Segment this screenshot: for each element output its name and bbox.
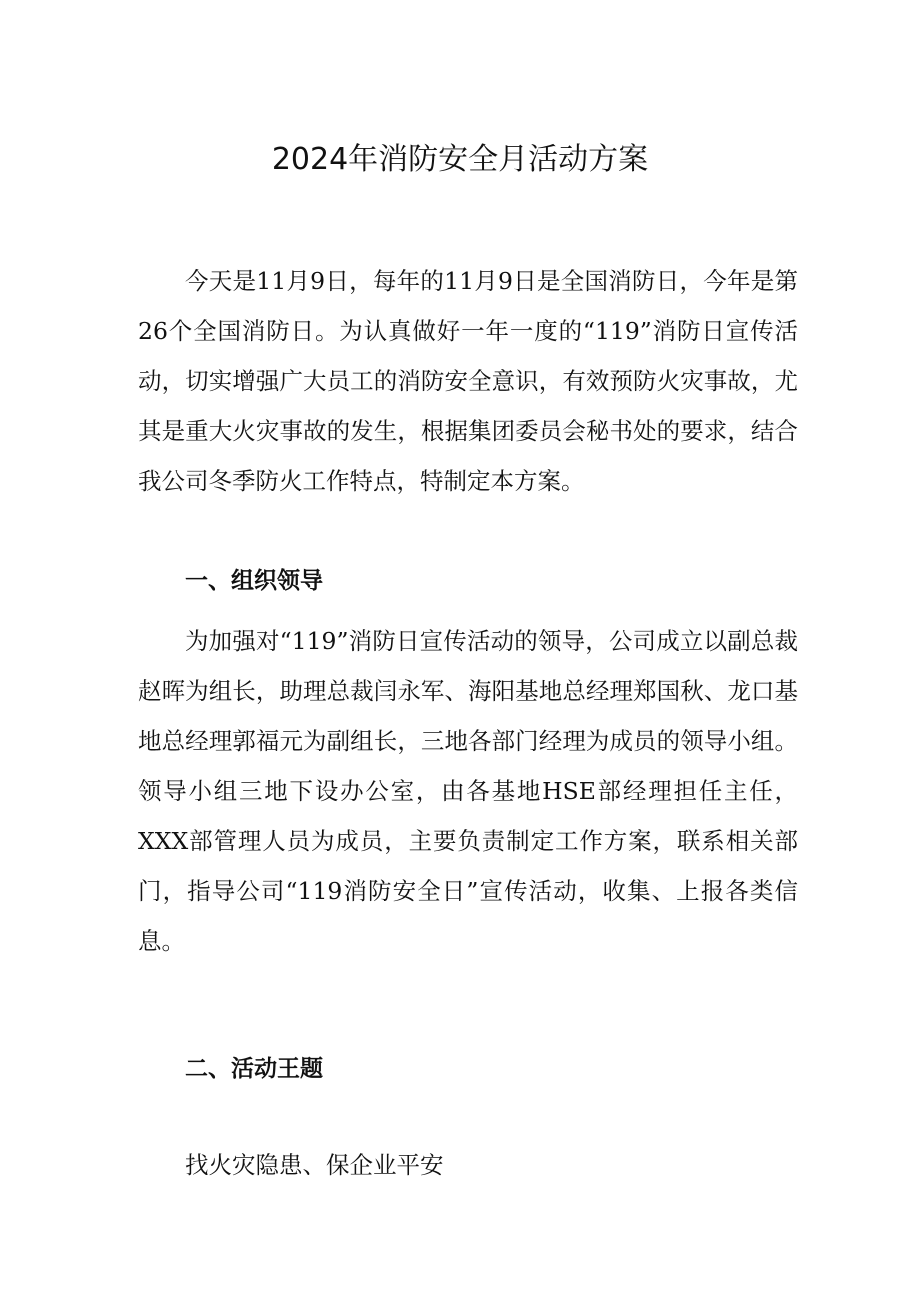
intro-paragraph: 今天是11月9日，每年的11月9日是全国消防日，今年是第26个全国消防日。为认真做好一年一度的“119”消防日宣传活动，切实增强广大员工的消防安全意识，有效预防火灾事故，尤其是重大火灾事故的发生，根据集团委员会秘书处的要求，结合我公司冬季防火工作特点，特制定本方案。 <box>138 267 798 495</box>
document-title: 2024年消防安全月活动方案 <box>271 142 649 177</box>
section-body-organization: 为加强对“119”消防日宣传活动的领导，公司成立以副总裁赵晖为组长，助理总裁闫永军、海阳基地总经理郑国秋、龙口基地总经理郭福元为副组长，三地各部门经理为成员的领导小组。领导小组三地下设办公室，由各基地HSE部经理担任主任，XXX部管理人员为成员，主要负责制定工作方案，联系相关部门，指导公司“119消防安全日”宣传活动，收集、上报各类信息。 <box>138 627 798 955</box>
section-heading-theme: 二、活动王题 <box>185 1056 323 1082</box>
section-heading-organization: 一、组织领导 <box>185 568 323 594</box>
section-body-theme: 找火灾隐患、保企业平安 <box>185 1151 444 1179</box>
